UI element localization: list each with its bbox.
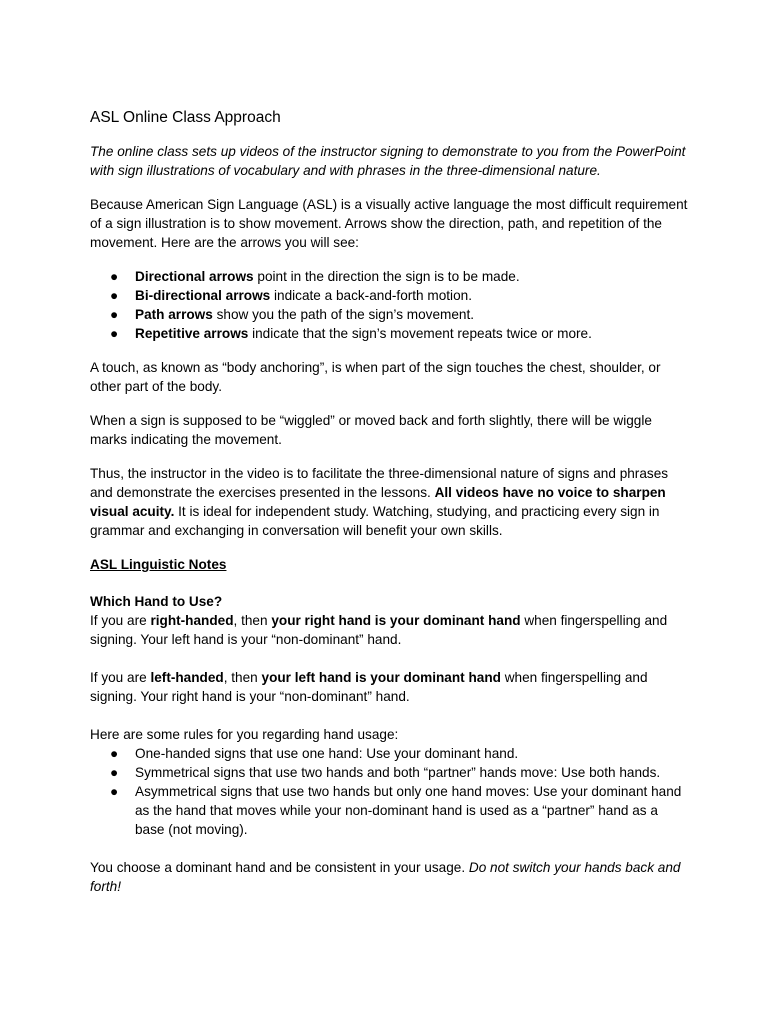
facilitate-emphasis: All videos have no voice to sharpen visual acuity. <box>90 485 666 519</box>
document-title: ASL Online Class Approach <box>90 109 281 126</box>
list-item <box>90 286 688 305</box>
closing-paragraph <box>90 858 688 896</box>
linguistic-notes-heading: ASL Linguistic Notes <box>90 557 227 572</box>
bullet-icon: ● <box>110 746 119 761</box>
bullet-icon: ● <box>110 288 119 303</box>
arrow-description: indicate that the sign’s movement repeats twice or more. <box>248 326 592 341</box>
rule-text: One-handed signs that use one hand: Use your dominant hand. <box>135 746 519 761</box>
hand-heading: Which Hand to Use? <box>90 594 223 609</box>
rule-text: Asymmetrical signs that use two hands but only one hand moves: Use your dominant hand as the hand that moves while your non-dominant hand is used as a “partner” hand as a base (not moving). <box>135 784 682 837</box>
text-run: when fingerspelling and signing. Your left hand is your “non-dominant” hand. <box>90 613 668 647</box>
text-run: when fingerspelling and signing. Your right hand is your “non-dominant” hand. <box>90 670 648 704</box>
list-item <box>90 782 688 839</box>
arrow-description: show you the path of the sign’s movement. <box>212 307 475 322</box>
facilitate-paragraph <box>90 464 688 540</box>
text-run-bold: right-handed <box>150 613 234 628</box>
closing-text: You choose a dominant hand and be consistent in your usage. <box>90 860 469 875</box>
text-run: If you are <box>90 613 151 628</box>
intro-paragraph: The online class sets up videos of the instructor signing to demonstrate to you from the PowerPoint with sign illustrations of vocabulary and with phrases in the three-dimensional nature. <box>90 144 686 178</box>
text-run: , then <box>223 670 262 685</box>
bullet-icon: ● <box>110 765 119 780</box>
text-run-bold: your right hand is your dominant hand <box>271 613 521 628</box>
rules-intro: Here are some rules for you regarding hand usage: <box>90 727 399 742</box>
facilitate-text-end: It is ideal for independent study. Watching, studying, and practicing every sign in grammar and exchanging in conversation will benefit your own skills. <box>90 504 660 538</box>
arrow-term: Repetitive arrows <box>135 326 249 341</box>
text-run: , then <box>233 613 272 628</box>
left-handed-paragraph <box>90 668 688 706</box>
arrow-term: Path arrows <box>135 307 213 322</box>
text-run: If you are <box>90 670 151 685</box>
list-item <box>90 305 688 324</box>
bullet-icon: ● <box>110 326 119 341</box>
rule-text: Symmetrical signs that use two hands and both “partner” hands move: Use both hands. <box>135 765 661 780</box>
list-item <box>90 744 688 763</box>
list-item <box>90 763 688 782</box>
bullet-icon: ● <box>110 269 119 284</box>
arrow-description: indicate a back-and-forth motion. <box>270 288 472 303</box>
rules-list <box>90 744 688 839</box>
closing-emphasis: Do not switch your hands back and forth! <box>90 860 681 894</box>
arrow-term: Directional arrows <box>135 269 254 284</box>
arrow-description: point in the direction the sign is to be made. <box>253 269 520 284</box>
list-item <box>90 267 688 286</box>
text-run-bold: left-handed <box>150 670 224 685</box>
bullet-icon: ● <box>110 784 119 799</box>
right-handed-paragraph <box>90 611 688 649</box>
wiggle-paragraph: When a sign is supposed to be “wiggled” or moved back and forth slightly, there will be wiggle marks indicating the movement. <box>90 413 652 447</box>
arrow-term: Bi-directional arrows <box>135 288 271 303</box>
movement-paragraph: Because American Sign Language (ASL) is a visually active language the most difficult requirement of a sign illustration is to show movement. Arrows show the direction, path, and repetition of the movement. Here are the arrows you will see: <box>90 197 688 250</box>
bullet-icon: ● <box>110 307 119 322</box>
arrow-list <box>90 267 688 343</box>
list-item <box>90 324 688 343</box>
touch-paragraph: A touch, as known as “body anchoring”, is when part of the sign touches the chest, shoulder, or other part of the body. <box>90 360 661 394</box>
facilitate-text: Thus, the instructor in the video is to facilitate the three-dimensional nature of signs and phrases and demonstrate the exercises presented in the lessons. <box>90 466 669 500</box>
text-run-bold: your left hand is your dominant hand <box>261 670 501 685</box>
